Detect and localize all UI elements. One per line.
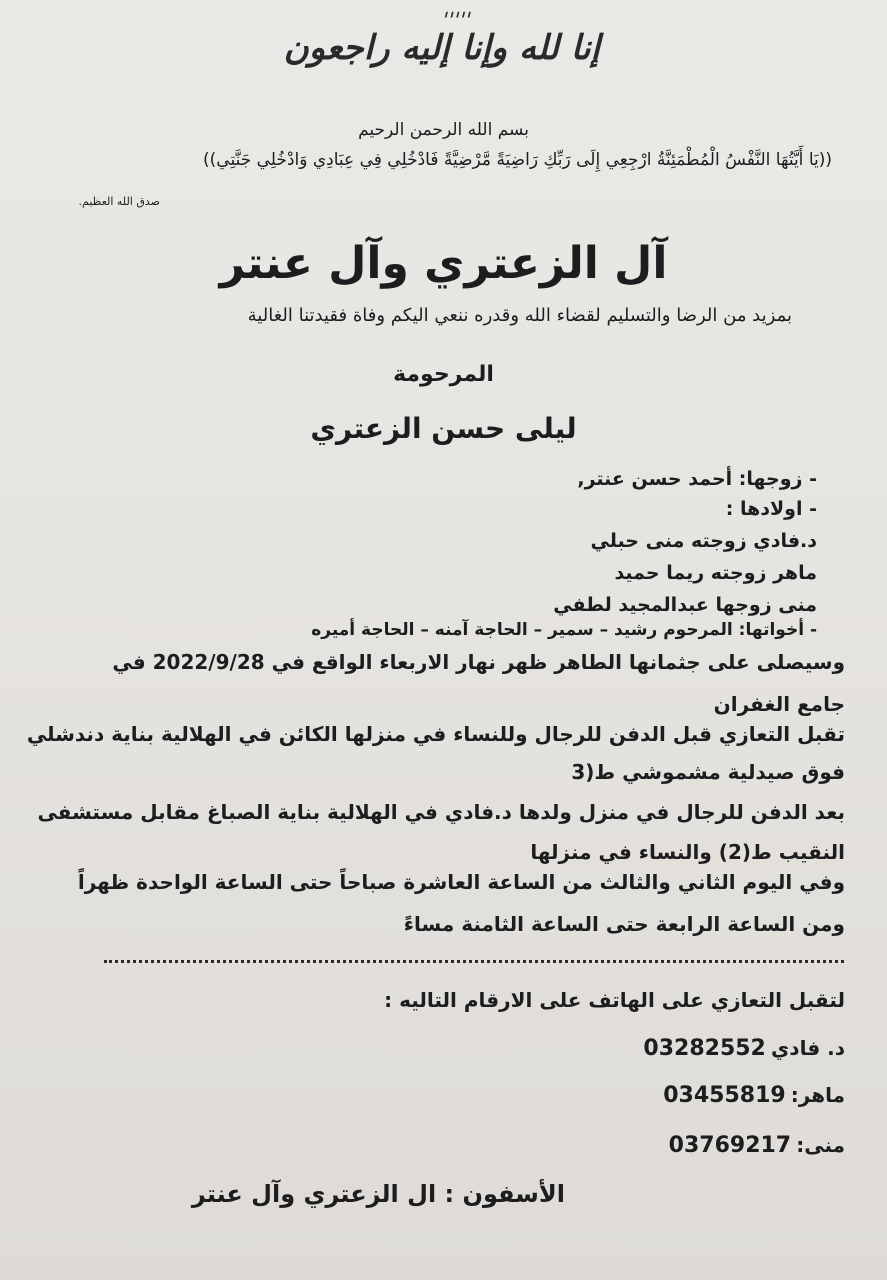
details-line-3: تقبل التعازي قبل الدفن للرجال وللنساء في منزلها الكائن في الهلالية بناية دندشلي <box>26 722 845 746</box>
phone-entry-3 <box>669 1133 845 1158</box>
announcement-intro: بمزيد من الرضا والتسليم لقضاء الله وقدره ننعي اليكم وفاة فقيدتنا الغالية <box>247 305 792 326</box>
details-line-1: وسيصلى على جثمانها الطاهر ظهر نهار الاربعاء الواقع في 2022/9/28 في <box>112 650 845 674</box>
sisters-line: - أخواتها: المرحوم رشيد – سمير – الحاجة آمنه – الحاجة أميره <box>311 620 817 640</box>
phone-number: 03455819 <box>663 1083 786 1108</box>
phone-label: د. فادي <box>770 1036 845 1060</box>
details-line-6: النقيب ط(2) والنساء في منزلها <box>530 840 845 864</box>
husband-line: - زوجها: أحمد حسن عنتر, <box>577 468 817 490</box>
calligraphy-header <box>283 10 600 70</box>
phone-number: 03282552 <box>643 1036 766 1061</box>
details-line-4: فوق صيدلية مشموشي ط(3 <box>571 760 845 784</box>
details-line-7: وفي اليوم الثاني والثالث من الساعة العاشرة صباحاً حتى الساعة الواحدة ظهراً <box>77 870 845 894</box>
quran-verse: ((يَا أَيَّتُهَا النَّفْسُ الْمُطْمَئِنَّةُ ارْجِعِي إِلَى رَبِّكِ رَاضِيَةً مَّرْضِيَّةً فَادْخُلِي فِي عِبَادِي وَادْخُلِي جَنَّتِي)) <box>203 150 832 170</box>
dotted-divider <box>104 960 844 963</box>
deceased-name: ليلى حسن الزعتري <box>310 412 577 445</box>
mourners-line: الأسفون : ال الزعتري وآل عنتر <box>191 1180 565 1208</box>
child-3: منى زوجها عبدالمجيد لطفي <box>553 594 817 616</box>
details-line-5: بعد الدفن للرجال في منزل ولدها د.فادي في الهلالية بناية الصباغ مقابل مستشفى <box>37 800 845 824</box>
phone-entry-2 <box>663 1083 845 1108</box>
sadaq-text: صدق الله العظيم. <box>78 195 160 208</box>
deceased-title: المرحومة <box>393 362 494 387</box>
phone-label: منى: <box>796 1133 845 1157</box>
phone-number: 03769217 <box>668 1133 792 1158</box>
phones-intro: لتقبل التعازي على الهاتف على الارقام التاليه : <box>384 988 845 1012</box>
child-2: ماهر زوجته ريما حميد <box>614 562 817 584</box>
details-line-8: ومن الساعة الرابعة حتى الساعة الثامنة مساءً <box>403 912 845 936</box>
calligraphy-text: إنا لله وإنا إليه راجعون <box>283 28 600 68</box>
child-1: د.فادي زوجته منى حبلي <box>590 530 817 552</box>
phone-entry-1 <box>643 1036 845 1061</box>
calligraphy-diacritics: ٰ ٰ ٰ ٰ ٰ <box>438 12 462 33</box>
details-line-2: جامع الغفران <box>713 692 845 716</box>
children-label: - اولادها : <box>725 498 817 520</box>
phone-label: ماهر: <box>790 1083 845 1107</box>
basmala: بسم الله الرحمن الرحيم <box>358 120 529 140</box>
family-names-title: آل الزعتري وآل عنتر <box>219 238 668 289</box>
